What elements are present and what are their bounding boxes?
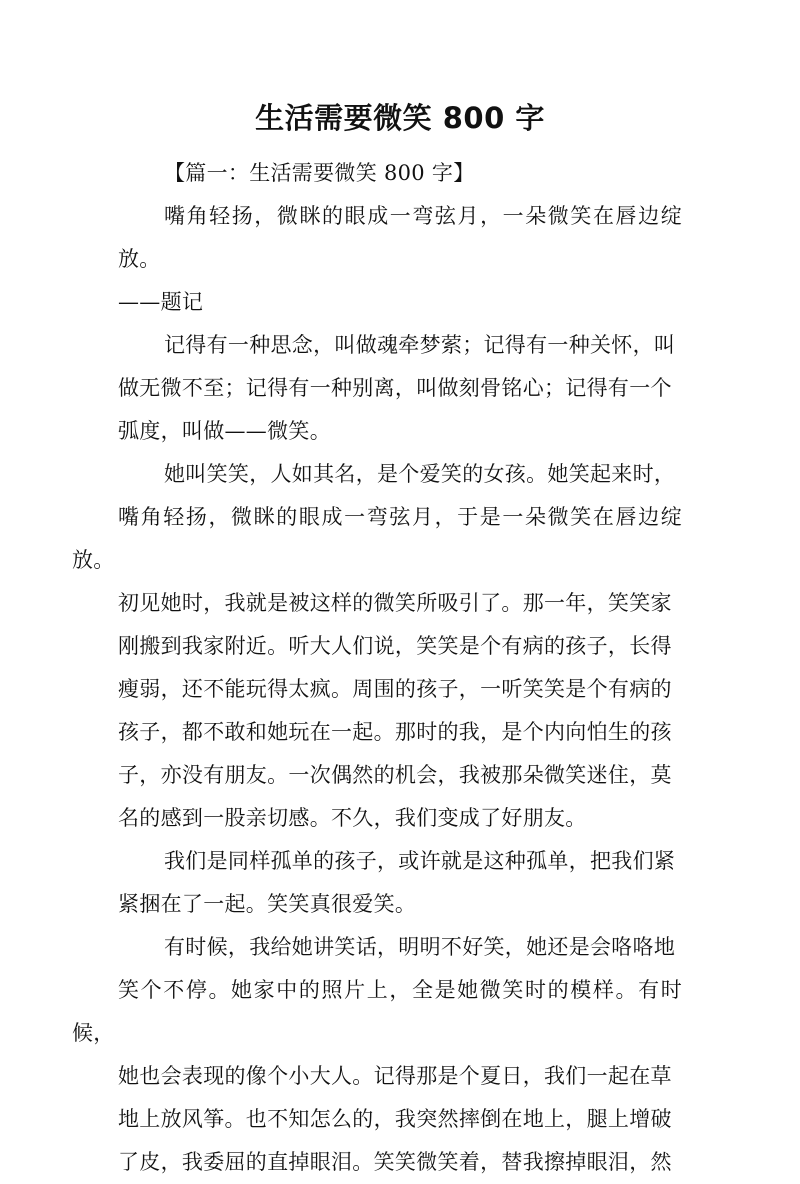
paragraph-line: 嘴角轻扬，微眯的眼成一弯弦月，一朵微笑在唇边绽放。 — [118, 204, 682, 271]
paragraph-sometimes — [72, 926, 682, 1184]
document-body — [72, 152, 682, 1184]
paragraph-line: 她叫笑笑，人如其名，是个爱笑的女孩。她笑起来时， — [164, 462, 676, 486]
paragraph-line: 名的感到一股亲切感。不久，我们变成了好朋友。 — [118, 806, 587, 830]
paragraph-line: 孩子，都不敢和她玩在一起。那时的我，是个内向怕生的孩 — [118, 720, 672, 744]
document-title: 生活需要微笑 800 字 — [255, 101, 545, 135]
paragraph-line: 笑个不停。她家中的照片上，全是她微笑时的模样。有时候， — [72, 978, 682, 1045]
paragraph-lonely — [118, 840, 682, 926]
paragraph-line: 她也会表现的像个小大人。记得那是个夏日，我们一起在草 — [118, 1064, 672, 1088]
paragraph-line: 我们是同样孤单的孩子，或许就是这种孤单，把我们紧 — [164, 849, 676, 873]
paragraph-xiaoxiao — [72, 453, 682, 840]
paragraph-epigraph — [118, 195, 682, 324]
paragraph-line: 了皮，我委屈的直掉眼泪。笑笑微笑着，替我擦掉眼泪，然 — [118, 1150, 672, 1174]
paragraph-line-noindent: ——题记 — [118, 290, 204, 314]
paragraph-line: 初见她时，我就是被这样的微笑所吸引了。那一年，笑笑家 — [118, 591, 672, 615]
paragraph-line: 做无微不至；记得有一种别离，叫做刻骨铭心；记得有一个 — [118, 376, 672, 400]
paragraph-intro — [118, 324, 682, 453]
paragraph-line: 嘴角轻扬，微眯的眼成一弯弦月，于是一朵微笑在唇边绽放。 — [72, 505, 682, 572]
paragraph-line: 紧捆在了一起。笑笑真很爱笑。 — [118, 892, 417, 916]
paragraph-line: 记得有一种思念，叫做魂牵梦萦；记得有一种关怀，叫 — [164, 333, 676, 357]
paragraph-line: 刚搬到我家附近。听大人们说，笑笑是个有病的孩子，长得 — [118, 634, 672, 658]
paragraph-line: 有时候，我给她讲笑话，明明不好笑，她还是会咯咯地 — [164, 935, 676, 959]
section-heading: 【篇一：生活需要微笑 800 字】 — [164, 161, 475, 185]
paragraph-line: 地上放风筝。也不知怎么的，我突然摔倒在地上，腿上增破 — [118, 1107, 672, 1131]
paragraph-line: 弧度，叫做——微笑。 — [118, 419, 331, 443]
paragraph-line: 瘦弱，还不能玩得太疯。周围的孩子，一听笑笑是个有病的 — [118, 677, 672, 701]
paragraph-line: 子，亦没有朋友。一次偶然的机会，我被那朵微笑迷住，莫 — [118, 763, 672, 787]
